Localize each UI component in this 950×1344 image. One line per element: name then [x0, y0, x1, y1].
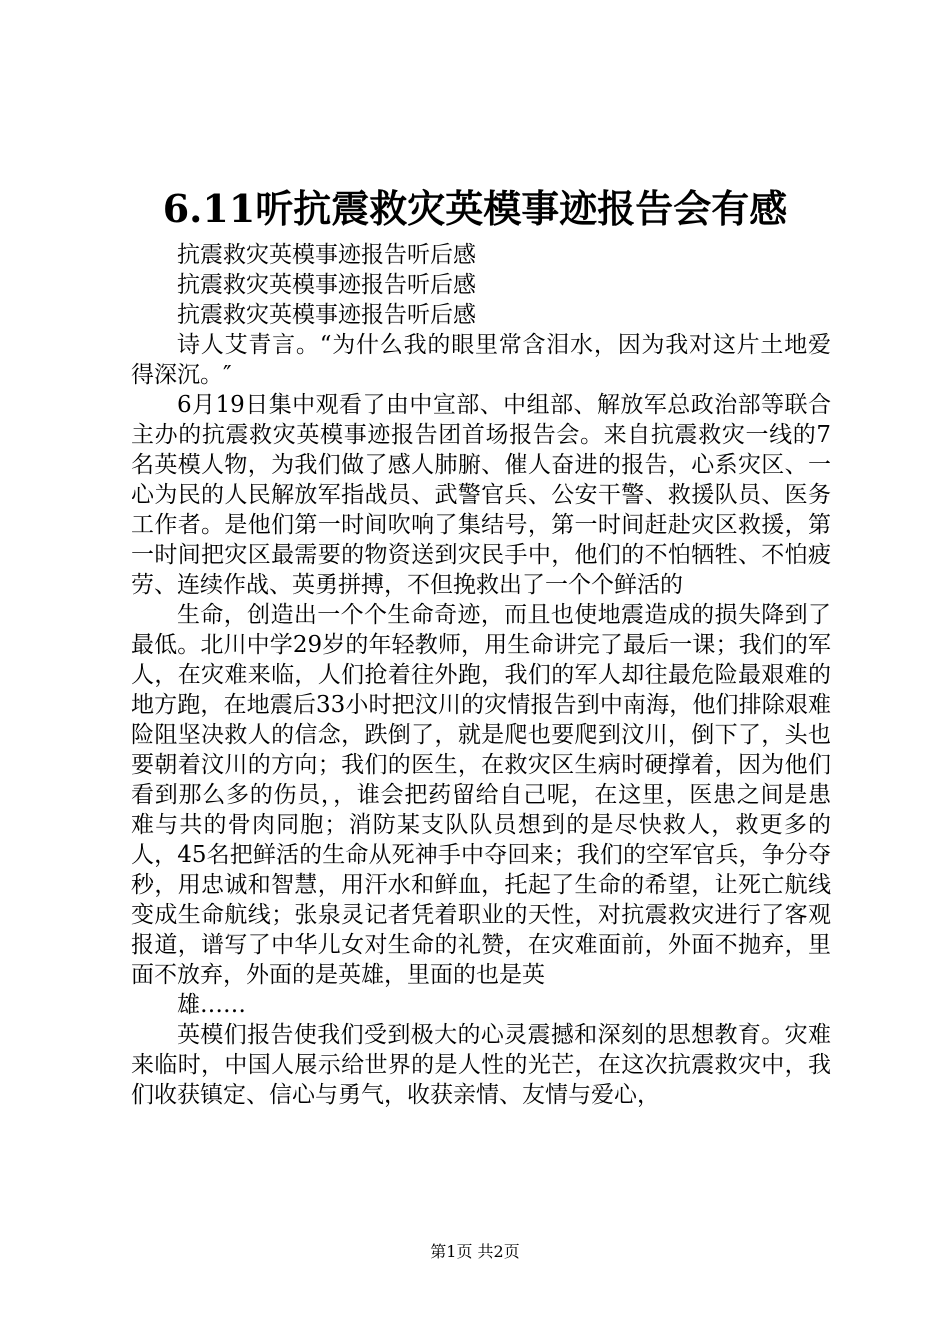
- document-body: [131, 240, 831, 1110]
- paragraph-poet-quote: 诗人艾青言。“为什么我的眼里常含泪水，因为我对这片土地爱得深沉。″: [131, 332, 831, 388]
- paragraph-heroes-end: 雄……: [177, 992, 246, 1018]
- paragraph-reflection: 英模们报告使我们受到极大的心灵震撼和深刻的思想教育。灾难来临时，中国人展示给世界的是人性的光芒，在这次抗震救灾中，我们收获镇定、信心与勇气，收获亲情、友情与爱心，: [131, 1022, 831, 1108]
- paragraph-report-meeting: 6月19日集中观看了由中宣部、中组部、解放军总政治部等联合主办的抗震救灾英模事迹报告团首场报告会。来自抗震救灾一线的7名英模人物，为我们做了感人肺腑、催人奋进的报告，心系灾区、一心为民的人民解放军指战员、武警官兵、公安干警、救援队员、医务工作者。是他们第一时间吹响了集结号，第一时间赶赴灾区救援，第一时间把灾区最需要的物资送到灾民手中，他们的不怕牺牲、不怕疲劳、连续作战、英勇拼搏，不但挽救出了一个个鲜活的: [131, 392, 831, 598]
- page-footer: 第1页 共2页: [430, 1242, 520, 1261]
- paragraph-subtitle-2: 抗震救灾英模事迹报告听后感: [177, 272, 476, 298]
- paragraph-heroes: 生命，创造出一个个生命奇迹，而且也使地震造成的损失降到了最低。北川中学29岁的年轻教师，用生命讲完了最后一课；我们的军人，在灾难来临，人们抢着往外跑，我们的军人却往最危险最艰难的地方跑，在地震后33小时把汶川的灾情报告到中南海，他们排除艰难险阻坚决救人的信念，跌倒了，就是爬也要爬到汶川，倒下了，头也要朝着汶川的方向；我们的医生，在救灾区生病时硬撑着，因为他们看到那么多的伤员，，谁会把药留给自己呢，在这里，医患之间是患难与共的骨肉同胞；消防某支队队员想到的是尽快救人，救更多的人，45名把鲜活的生命从死神手中夺回来；我们的空军官兵，争分夺秒，用忠诚和智慧，用汗水和鲜血，托起了生命的希望，让死亡航线变成生命航线；张泉灵记者凭着职业的天性，对抗震救灾进行了客观报道，谱写了中华儿女对生命的礼赞，在灾难面前，外面不抛弃，里面不放弃，外面的是英雄，里面的也是英: [131, 602, 831, 988]
- paragraph-subtitle-1: 抗震救灾英模事迹报告听后感: [177, 242, 476, 268]
- paragraph-subtitle-3: 抗震救灾英模事迹报告听后感: [177, 302, 476, 328]
- document-title: 6.11听抗震救灾英模事迹报告会有感: [162, 186, 788, 231]
